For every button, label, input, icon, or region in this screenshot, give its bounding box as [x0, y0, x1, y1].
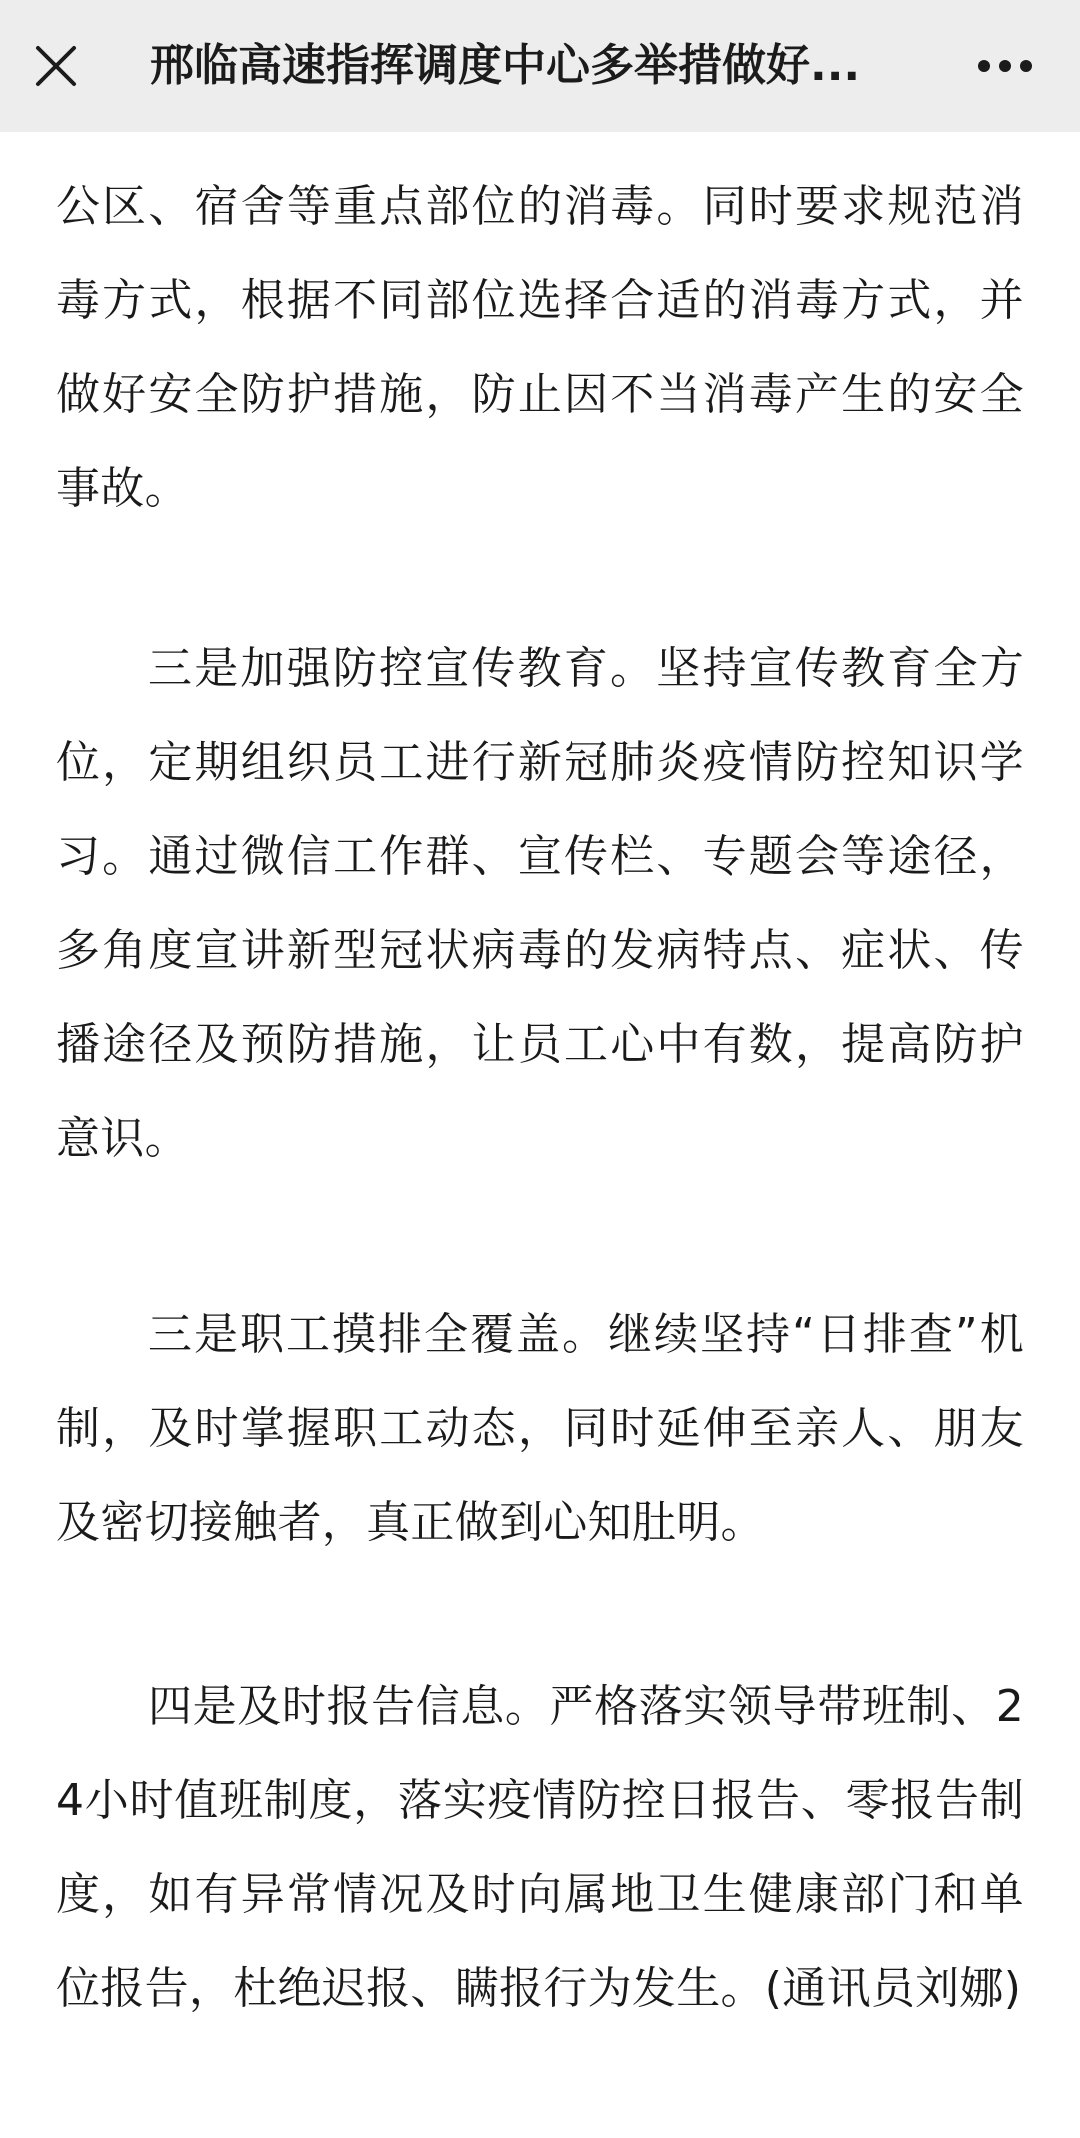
article-paragraph-4: 四是及时报告信息。严格落实领导带班制、24小时值班制度，落实疫情防控日报告、零报告制度，如有异常情况及时向属地卫生健康部门和单位报告，杜绝迟报、瞒报行为发生。(通讯员刘娜): [56, 1681, 1024, 2014]
more-options-button[interactable]: [960, 30, 1050, 102]
article-paragraph-2: 三是加强防控宣传教育。坚持宣传教育全方位，定期组织员工进行新冠肺炎疫情防控知识学习。通过微信工作群、宣传栏、专题会等途径，多角度宣讲新型冠状病毒的发病特点、症状、传播途径及预防措施，让员工心中有数，提高防护意识。: [56, 643, 1024, 1164]
close-icon: [34, 44, 78, 88]
more-dots-icon: [977, 59, 1033, 73]
article-body: [0, 132, 1080, 2138]
page-title: 邢临高速指挥调度中心多举措做好...: [150, 40, 861, 91]
article-paragraph-3: 三是职工摸排全覆盖。继续坚持“日排查”机制，及时掌握职工动态，同时延伸至亲人、朋友及密切接触者，真正做到心知肚明。: [56, 1309, 1024, 1548]
top-navigation-bar: [0, 0, 1080, 132]
close-button[interactable]: [24, 30, 88, 102]
article-paragraph-1: 公区、宿舍等重点部位的消毒。同时要求规范消毒方式，根据不同部位选择合适的消毒方式，并做好安全防护措施，防止因不当消毒产生的安全事故。: [56, 181, 1024, 514]
